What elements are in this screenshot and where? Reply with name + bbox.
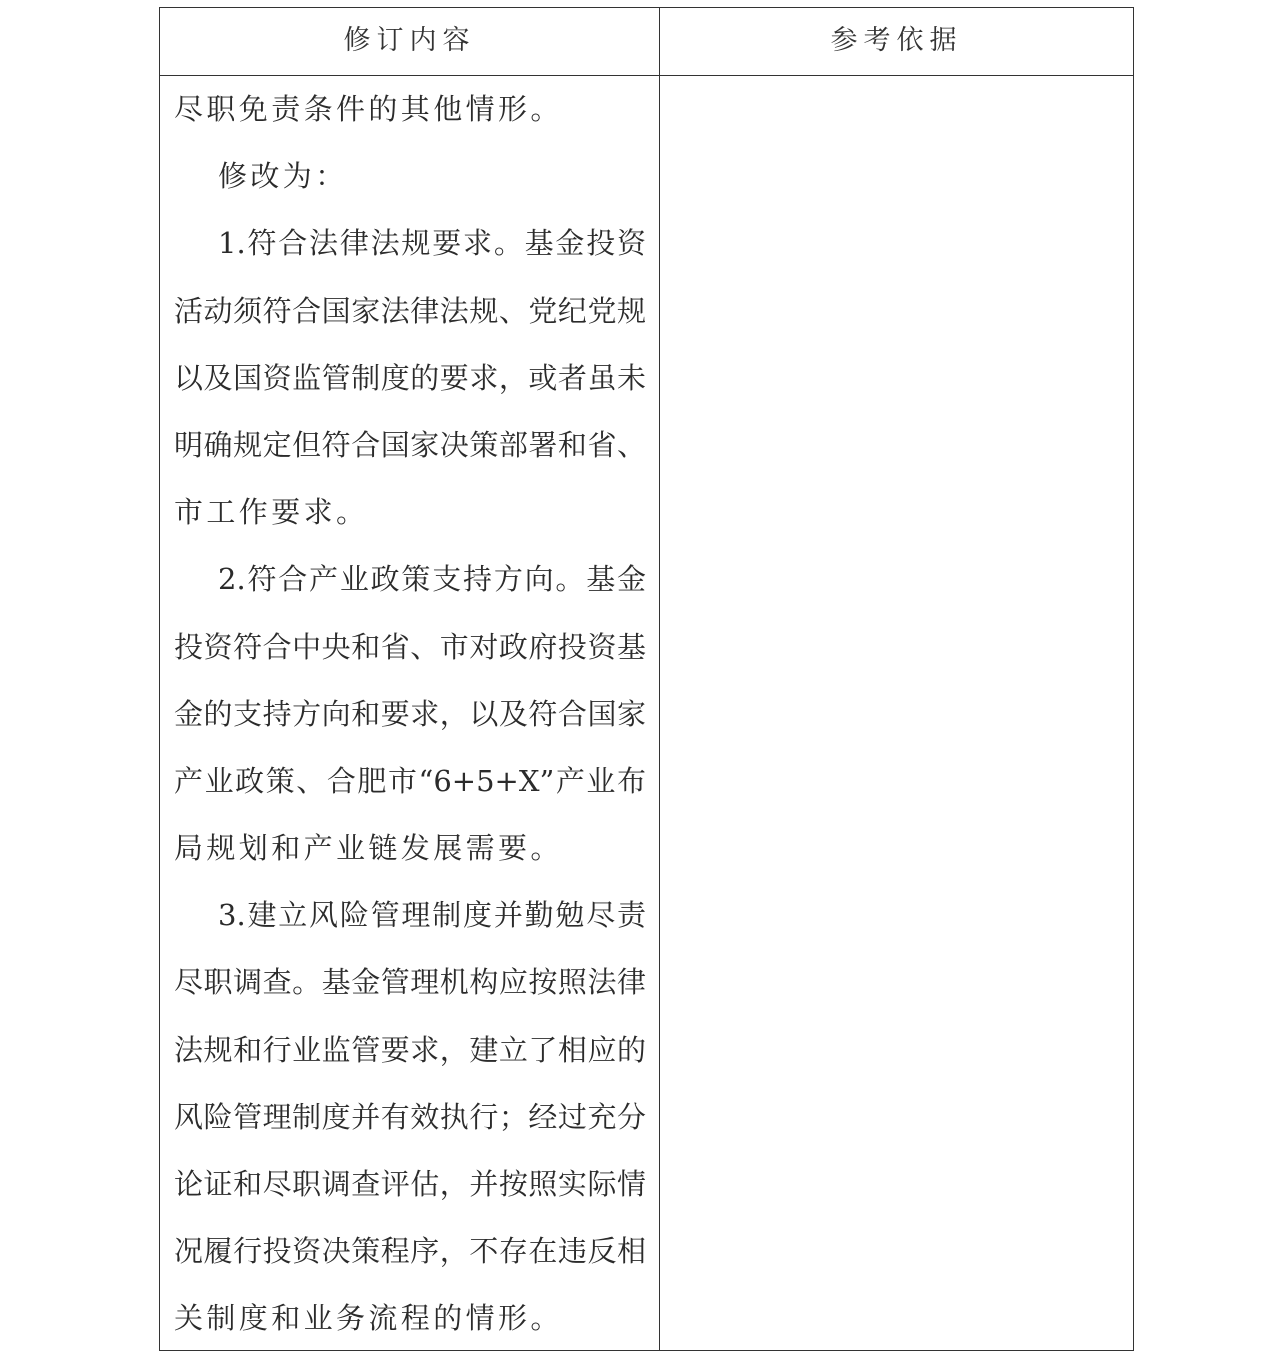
- text-line: 投资符合中央和省、市对政府投资基: [174, 629, 646, 664]
- text-line: 局规划和产业链发展需要。: [174, 831, 563, 866]
- text-line: 尽职调查。基金管理机构应按照法律: [174, 965, 646, 1000]
- header-revision-content: 修订内容: [343, 25, 476, 56]
- table-header-row: [160, 8, 1133, 76]
- text-line: 以及国资监管制度的要求，或者虽未: [174, 360, 646, 395]
- comparison-table: [159, 7, 1134, 1351]
- text-line: 明确规定但符合国家决策部署和省、: [174, 427, 646, 462]
- reference-basis-cell: [661, 76, 1133, 1350]
- text-line: 风险管理制度并有效执行；经过充分: [174, 1099, 646, 1134]
- text-line: 市工作要求。: [174, 495, 369, 530]
- header-reference-basis: 参考依据: [830, 25, 963, 56]
- text-line: 尽职免责条件的其他情形。: [174, 92, 563, 126]
- text-line: 产业政策、合肥市“6+5+X”产业布: [174, 763, 646, 798]
- text-line: 活动须符合国家法律法规、党纪党规: [174, 293, 646, 328]
- text-line: 论证和尽职调查评估，并按照实际情: [174, 1167, 646, 1201]
- text-line: 况履行投资决策程序，不存在违反相: [174, 1234, 646, 1269]
- text-line: 2.符合产业政策支持方向。基金: [218, 562, 646, 597]
- revision-content-cell: [174, 76, 646, 1353]
- column-divider: [659, 8, 660, 1350]
- text-line: 3.建立风险管理制度并勤勉尽责: [218, 898, 646, 933]
- text-line: 1.符合法律法规要求。基金投资: [218, 226, 646, 261]
- text-line: 修改为：: [218, 159, 348, 194]
- text-line: 关制度和业务流程的情形。: [174, 1301, 563, 1336]
- text-line: 金的支持方向和要求，以及符合国家: [174, 696, 646, 731]
- text-line: 法规和行业监管要求，建立了相应的: [174, 1032, 646, 1067]
